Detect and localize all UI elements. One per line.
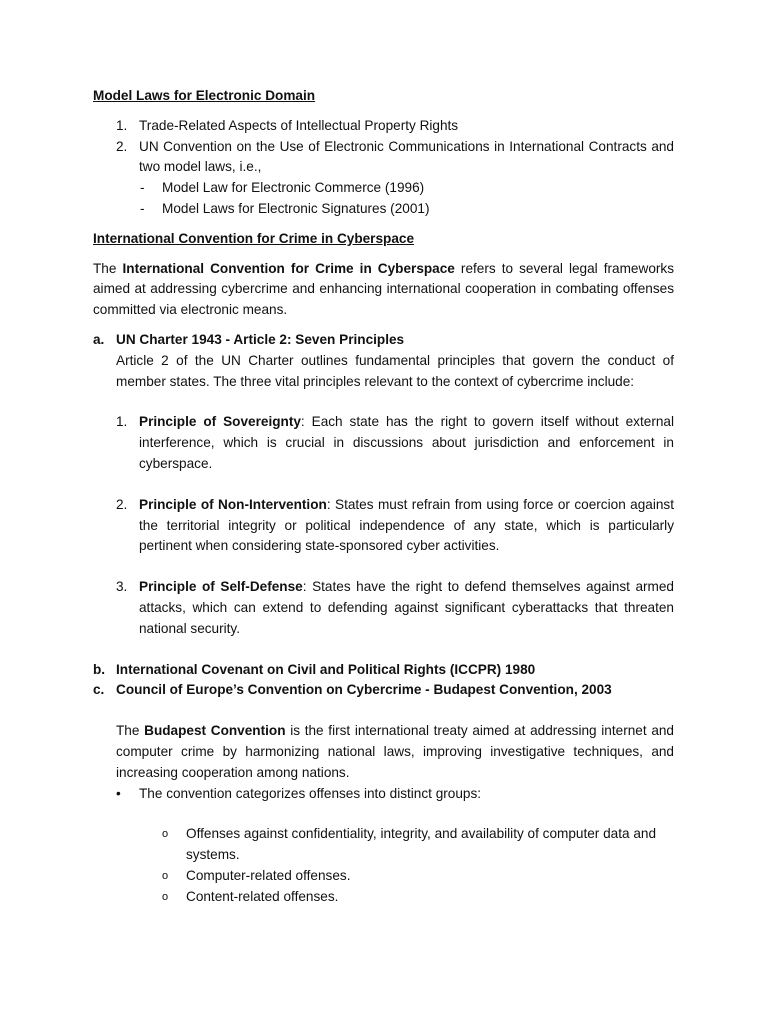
offense-item: o Computer-related offenses. <box>162 867 351 883</box>
principle-item: 3. Principle of Self-Defense: States have the right to defend themselves against armed attacks, which can extend to defending against significant cyberattacks that threaten national security. <box>116 579 674 636</box>
section-c: c. Council of Europe’s Convention on Cybercrime - Budapest Convention, 2003 <box>93 682 612 698</box>
intro-paragraph: The International Convention for Crime in Cyberspace refers to several legal frameworks aimed at addressing cybercrime and enhancing international cooperation in combating offenses committed via electronic means. <box>93 260 674 318</box>
budapest-paragraph: The Budapest Convention is the first international treaty aimed at addressing internet and computer crime by harmonizing national laws, improving investigative techniques, and increasing cooperation among nations. <box>116 723 674 780</box>
principle-item: 1. Principle of Sovereignty: Each state has the right to govern itself without external interference, which is crucial in discussions about jurisdiction and enforcement in cyberspace. <box>116 414 674 471</box>
list-item: 2. UN Convention on the Use of Electronic Communications in International Contracts and two model laws, i.e., <box>116 138 674 175</box>
offense-item: o Content-related offenses. <box>162 888 339 904</box>
section-heading-convention: International Convention for Crime in Cyberspace <box>93 230 415 246</box>
section-heading-model-laws: Model Laws for Electronic Domain <box>93 88 316 103</box>
list-item: 1. Trade-Related Aspects of Intellectual Property Rights <box>116 117 459 133</box>
sub-list-item: - Model Laws for Electronic Signatures (2001) <box>140 200 430 216</box>
section-b: b. International Covenant on Civil and Political Rights (ICCPR) 1980 <box>93 661 536 677</box>
offense-item: o Offenses against confidentiality, integrity, and availability of computer data and systems. <box>162 826 657 863</box>
bullet-item: • The convention categorizes offenses into distinct groups: <box>116 785 482 801</box>
principle-item: 2. Principle of Non-Intervention: States must refrain from using force or coercion against the territorial integrity or political independence of any state, which is particularly pertinent when considering state-sponsored cyber activities. <box>116 496 674 554</box>
document-page <box>93 86 674 908</box>
sub-list-item: - Model Law for Electronic Commerce (1996) <box>140 180 425 196</box>
section-a: a. UN Charter 1943 - Article 2: Seven Principles Article 2 of the UN Charter outlines fundamental principles that govern the conduct of member states. The three vital principles relevant to the context of cybercrime include: <box>93 331 674 389</box>
